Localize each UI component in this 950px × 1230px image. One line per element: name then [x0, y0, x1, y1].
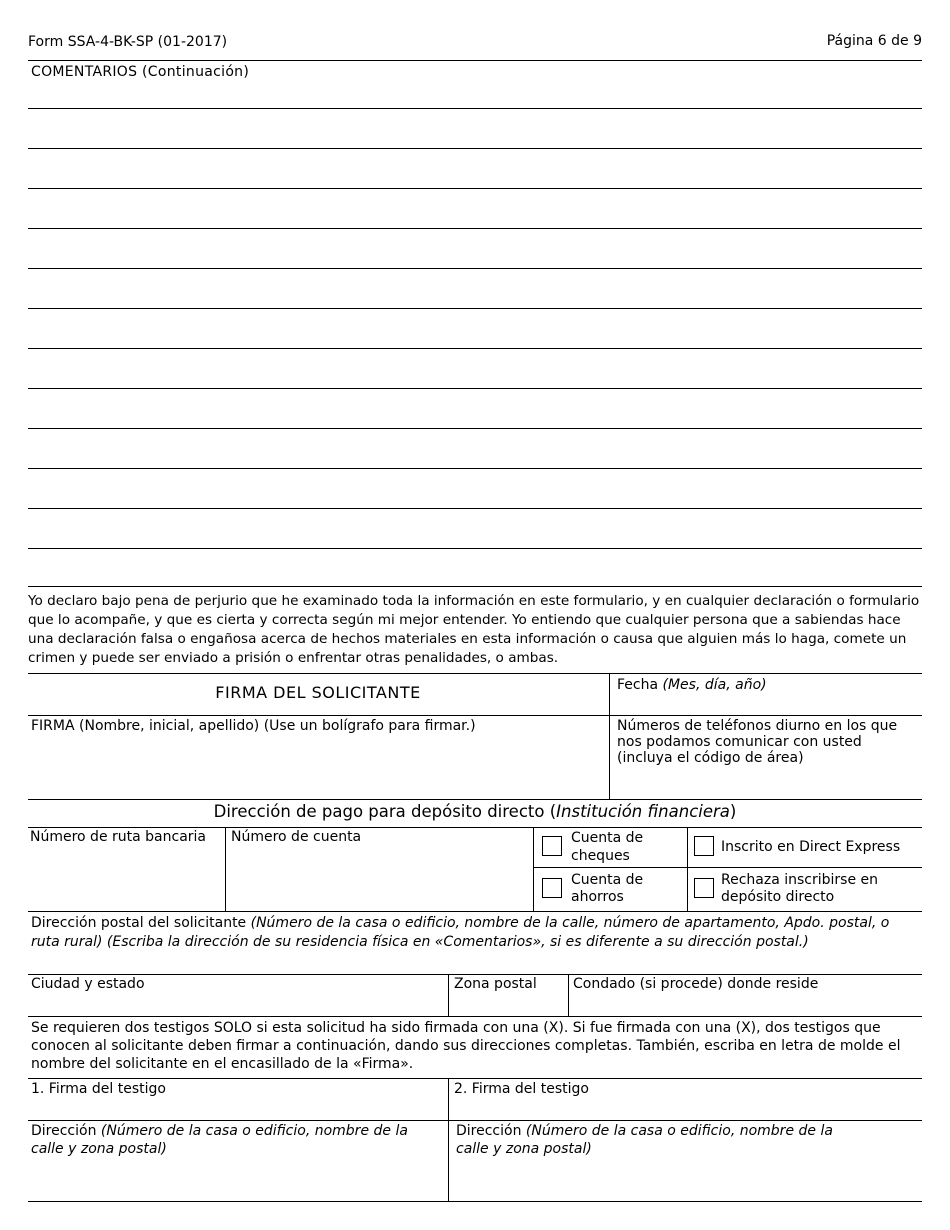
witness2-address-label [456, 1122, 866, 1158]
witness2-address-field[interactable] [449, 1160, 922, 1200]
divider [28, 911, 922, 912]
page-number: Página 6 de 9 [826, 33, 922, 49]
date-hint: (Mes, día, año) [662, 677, 767, 693]
comment-line [28, 508, 922, 509]
witness1-address-label [31, 1122, 441, 1158]
mailing-address-label [31, 914, 911, 952]
date-label-text: Fecha [617, 677, 659, 693]
divider [28, 1078, 922, 1079]
account-field[interactable] [226, 846, 532, 910]
comment-line [28, 268, 922, 269]
decline-label: Rechaza inscribirse en depósito directo [721, 872, 879, 905]
comment-line [28, 308, 922, 309]
routing-label: Número de ruta bancaria [30, 829, 206, 845]
mailing-label-text: Dirección postal del solicitante [31, 915, 247, 931]
divider [28, 1016, 922, 1017]
form-id: Form SSA-4-BK-SP (01-2017) [28, 34, 228, 50]
phone-field[interactable] [610, 768, 922, 798]
account-label: Número de cuenta [231, 829, 362, 845]
comments-area[interactable] [28, 80, 922, 585]
witness1-address-field[interactable] [28, 1160, 447, 1200]
witness1-signature-field[interactable] [28, 1098, 447, 1120]
direct-express-label: Inscrito en Direct Express [721, 839, 901, 855]
mailing-address-field[interactable] [28, 952, 922, 972]
comments-label: COMENTARIOS (Continuación) [31, 64, 250, 80]
city-state-field[interactable] [28, 993, 447, 1015]
mailing-hint: (Número de la casa o edificio, nombre de la calle, número de apartamento, Apdo. postal, o ruta rural) (Escriba la dirección de su residencia física en «Comentarios», si es diferente a su dirección postal.) [31, 915, 890, 950]
header-rule [28, 60, 922, 61]
savings-label: Cuenta de ahorros [571, 872, 644, 905]
county-field[interactable] [569, 993, 922, 1015]
comment-line [28, 548, 922, 549]
dd-heading-close: ) [729, 802, 737, 821]
divider [533, 827, 534, 911]
zip-field[interactable] [449, 993, 567, 1015]
w2-addr-text: Dirección [456, 1123, 522, 1139]
w2-addr-hint: (Número de la casa o edificio, nombre de la calle y zona postal) [456, 1123, 833, 1157]
dd-heading-text: Dirección de pago para depósito directo ( [213, 802, 557, 821]
routing-field[interactable] [28, 846, 224, 910]
w1-addr-text: Dirección [31, 1123, 97, 1139]
city-state-label: Ciudad y estado [31, 976, 145, 992]
phone-label: Números de teléfonos diurno en los que nos podamos comunicar con usted (incluya el código de área) [617, 718, 898, 766]
comment-line [28, 228, 922, 229]
date-field[interactable] [610, 694, 922, 714]
divider [28, 1120, 922, 1121]
checking-label: Cuenta de cheques [571, 830, 644, 864]
perjury-declaration: Yo declaro bajo pena de perjurio que he examinado toda la información en este formulario, y en cualquier declaración o formulario que lo acompañe, y que es cierta y correcta según mi mejor entender. Yo entiendo que cualquier persona que a sabiendas hace una declaración falsa o engañosa acerca de hechos materiales en esta información o causa que alguien más lo haga, comete un crimen y puede ser enviado a prisión o enfrentar otras penalidades, o ambas. [28, 593, 920, 666]
signature-firma-label: FIRMA (Nombre, inicial, apellido) (Use un bolígrafo para firmar.) [31, 718, 476, 734]
direct-express-checkbox[interactable] [694, 836, 714, 856]
witness2-signature-label: 2. Firma del testigo [454, 1081, 589, 1097]
decline-checkbox[interactable] [694, 878, 714, 898]
comment-line [28, 586, 922, 587]
direct-deposit-heading [28, 802, 922, 822]
county-label: Condado (si procede) donde reside [573, 976, 819, 992]
witness1-signature-label: 1. Firma del testigo [31, 1081, 166, 1097]
witness2-signature-field[interactable] [449, 1098, 922, 1120]
witness-instructions: Se requieren dos testigos SOLO si esta solicitud ha sido firmada con una (X). Si fue firmada con una (X), dos testigos que conocen al solicitante deben firmar a continuación, dando sus direcciones completas. También, escriba en letra de molde el nombre del solicitante en el encasillado de la «Firma». [31, 1020, 901, 1072]
dd-heading-italic: Institución financiera [556, 802, 730, 821]
comment-line [28, 388, 922, 389]
comment-line [28, 468, 922, 469]
comment-line [28, 148, 922, 149]
divider [28, 673, 922, 674]
zip-label: Zona postal [454, 976, 537, 992]
divider [28, 715, 922, 716]
checking-checkbox[interactable] [542, 836, 562, 856]
signature-heading: FIRMA DEL SOLICITANTE [215, 683, 421, 702]
date-label [617, 676, 767, 694]
savings-checkbox[interactable] [542, 878, 562, 898]
comment-line [28, 428, 922, 429]
comment-line [28, 188, 922, 189]
divider [533, 867, 922, 868]
comment-line [28, 348, 922, 349]
divider [28, 799, 922, 800]
signature-field[interactable] [28, 736, 608, 798]
comment-line [28, 108, 922, 109]
divider [28, 1201, 922, 1202]
divider [687, 827, 688, 911]
w1-addr-hint: (Número de la casa o edificio, nombre de la calle y zona postal) [31, 1123, 408, 1157]
